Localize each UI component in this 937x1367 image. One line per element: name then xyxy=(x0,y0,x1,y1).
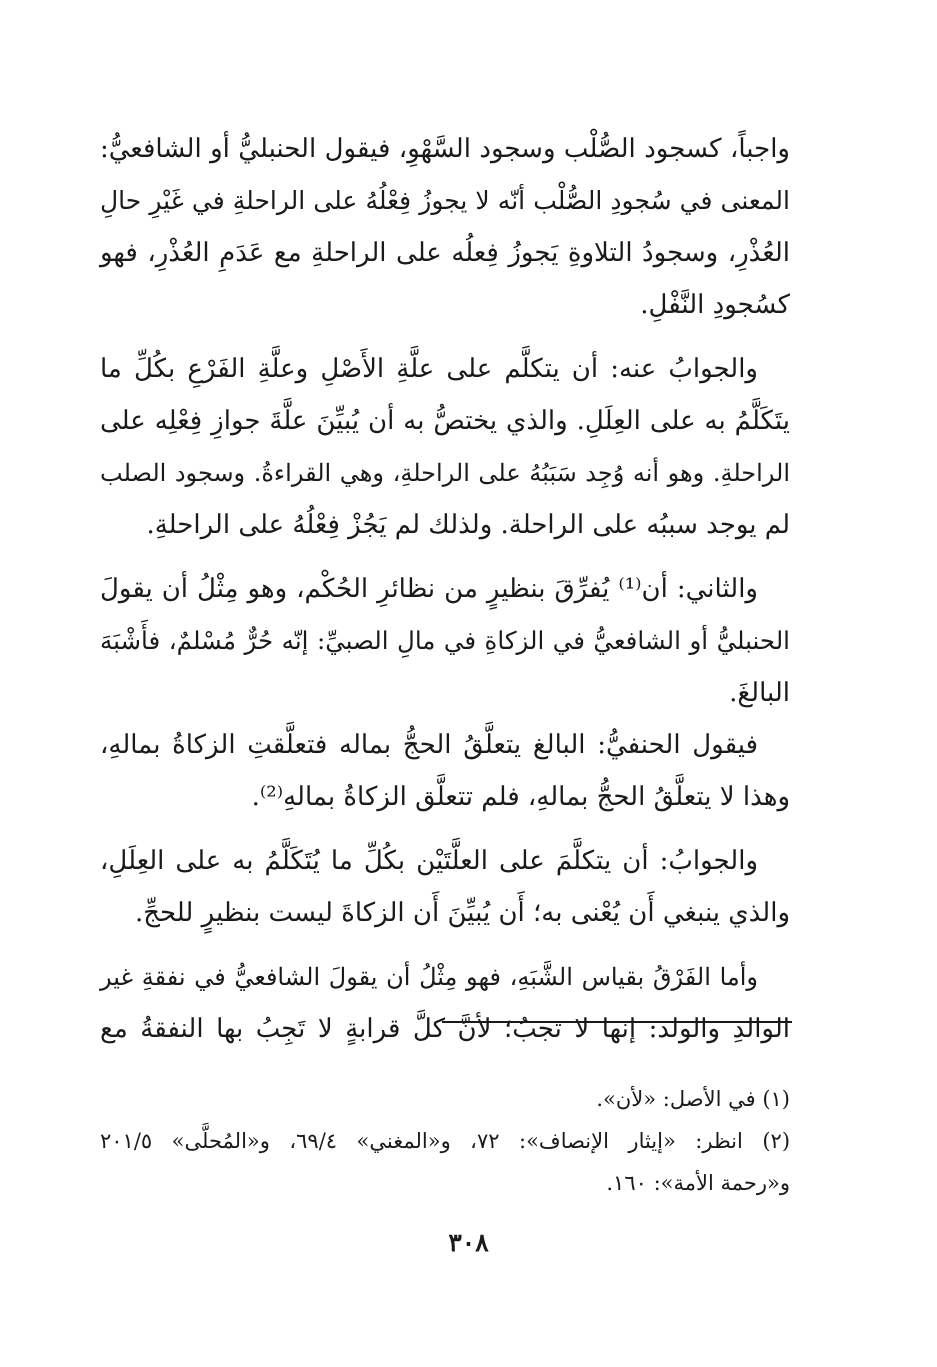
footnote-line: (١) في الأصل: «لأن». xyxy=(596,1087,790,1111)
page-number: ٣٠٨ xyxy=(448,1228,489,1257)
text-line: لم يوجد سببُه على الراحلة. ولذلك لم يَجُزْ فِعْلُهُ على الراحلةِ. xyxy=(146,510,790,540)
text-line: والثاني: أن⁽¹⁾ يُفرِّقَ بنظيرٍ من نظائرِ الحُكْم، وهو مِثْلُ أن يقولَ xyxy=(100,574,758,604)
text-line: والذي ينبغي أَن يُعْنى به؛ أَن يُبيِّنَ أَن الزكاةَ ليست بنظيرٍ للحجِّ. xyxy=(134,898,790,928)
text-line: والجوابُ: أن يتكلَّمَ على العلَّتَيْن بكُلِّ ما يُتَكَلَّمُ به على العِلَلِ، xyxy=(100,846,758,876)
text-line: الحنبليُّ أو الشافعيُّ في الزكاةِ في مالِ الصبيِّ: إنّه حُرٌّ مُسْلمٌ، فأَشْبَهَ xyxy=(100,626,790,655)
footnote-line: (٢) انظر: «إيثار الإنصاف»: ٧٢، و«المغني» ٦٩/٤، و«المُحلَّى» ٢٠١/٥ xyxy=(100,1129,791,1153)
text-line: الراحلةِ. وهو أنه وُجِد سَبَبُهُ على الراحلةِ، وهي القراءةُ. وسجود الصلب xyxy=(100,459,790,487)
footnote-line: و«رحمة الأمة»: ١٦٠. xyxy=(606,1171,790,1195)
text-line: يتَكَلَّمُ به على العِلَلِ. والذي يختصُّ به أن يُبيِّنَ علَّةَ جوازِ فِعْلِه على xyxy=(100,406,790,436)
text-line: واجباً، كسجود الصُّلْب وسجود السَّهْوِ، فيقول الحنبليُّ أو الشافعيُّ: xyxy=(100,134,790,164)
footnote-divider xyxy=(442,1021,792,1023)
text-line: وهذا لا يتعلَّقُ الحجُّ بمالهِ، فلم تتعلَّق الزكاةُ بمالهِ⁽²⁾. xyxy=(251,782,790,812)
text-line: والجوابُ عنه: أن يتكلَّم على علَّةِ الأَصْلِ وعلَّةِ الفَرْعِ بكُلِّ ما xyxy=(100,354,758,384)
text-line: البالغَ. xyxy=(729,678,790,708)
footnotes xyxy=(100,1078,790,1204)
text-line: العُذْرِ، وسجودُ التلاوةِ يَجوزُ فِعلُه على الراحلةِ مع عَدَمِ العُذْرِ، فهو xyxy=(100,238,790,268)
text-line: فيقول الحنفيُّ: البالغ يتعلَّقُ الحجُّ بماله فتعلَّقتِ الزكاةُ بمالهِ، xyxy=(100,730,758,760)
text-line: الوالدِ والولد: إنها لا تجبُ؛ لأنَّ كلَّ قرابةٍ لا تَجِبُ بها النفقةُ مع xyxy=(100,1014,790,1044)
text-line: كسُجودِ النَّفْلِ. xyxy=(640,290,790,320)
text-line: المعنى في سُجودِ الصُّلْب أنّه لا يجوزُ فِعْلُهُ على الراحلةِ في غَيْرِ حالِ xyxy=(100,186,790,215)
main-text xyxy=(100,123,790,1055)
text-line: وأما الفَرْقُ بقياس الشَّبَهِ، فهو مِثْلُ أن يقولَ الشافعيُّ في نفقةِ غير xyxy=(100,963,758,991)
